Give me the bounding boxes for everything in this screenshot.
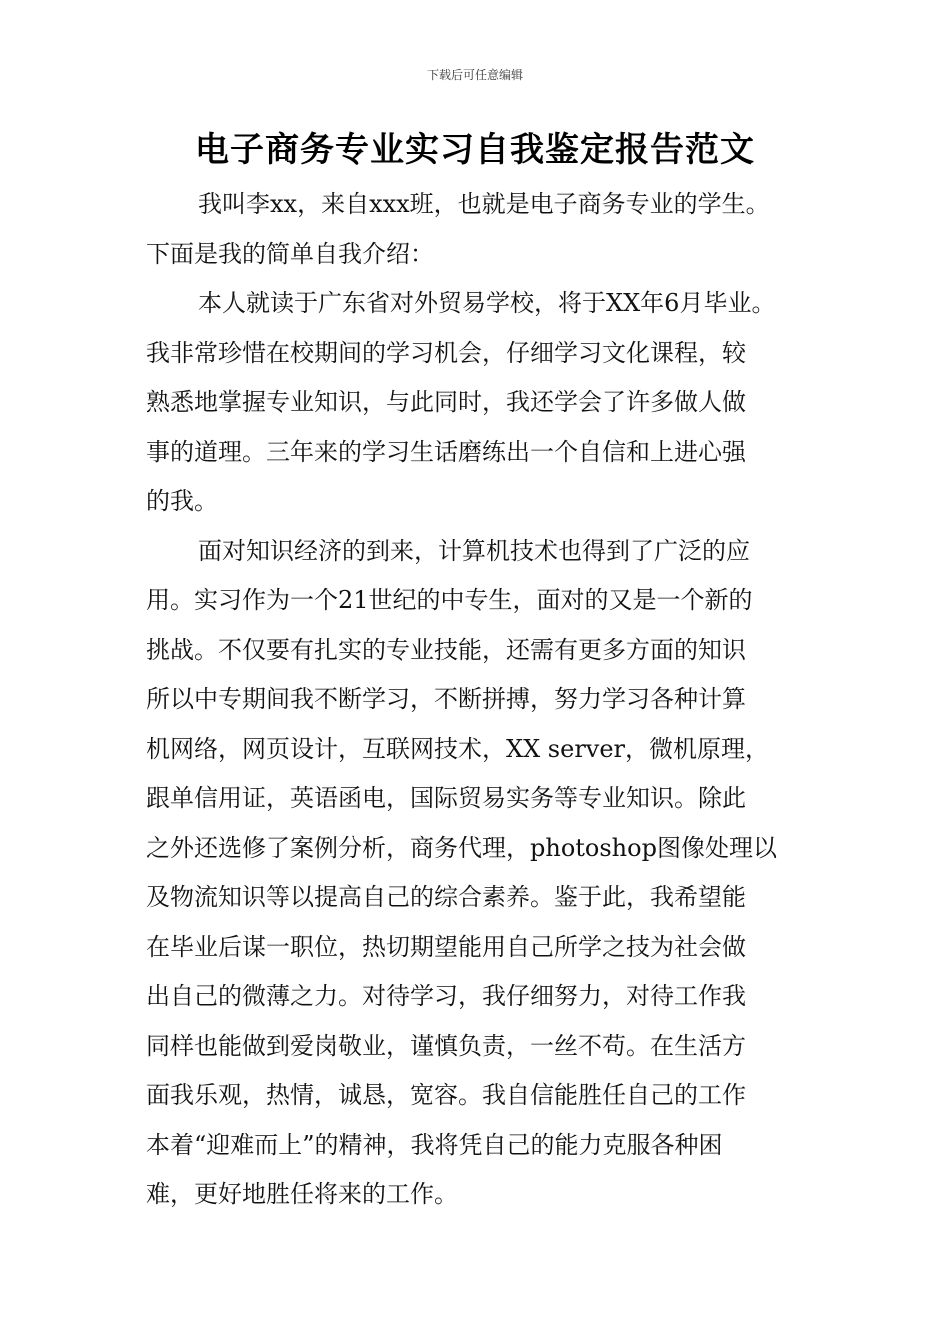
text-line: 我非常珍惜在校期间的学习机会，仔细学习文化课程，较 xyxy=(146,338,746,367)
text-line: 同样也能做到爱岗敬业，谨慎负责，一丝不苟。在生活方 xyxy=(146,1031,746,1060)
text-line: 面对知识经济的到来，计算机技术也得到了广泛的应 xyxy=(198,536,750,565)
text-line: 本人就读于广东省对外贸易学校，将于XX年6月毕业。 xyxy=(198,289,776,317)
text-line: 挑战。不仅要有扎实的专业技能，还需有更多方面的知识 xyxy=(146,635,746,664)
text-line: 事的道理。三年来的学习生话磨练出一个自信和上进心强 xyxy=(146,437,746,466)
text-line: 及物流知识等以提高自己的综合素养。鉴于此，我希望能 xyxy=(146,883,746,911)
paragraph-1 xyxy=(146,180,836,279)
text-line: 机网络，网页设计，互联网技术，XX server，微机原理， xyxy=(146,734,770,763)
text-line: 下面是我的简单自我介绍： xyxy=(146,239,434,268)
paragraph-2 xyxy=(146,279,836,527)
document-title: 电子商务专业实习自我鉴定报告范文 xyxy=(195,130,755,170)
header-note: 下载后可任意编辑 xyxy=(426,68,523,82)
text-line: 用。实习作为一个21世纪的中专生，面对的又是一个新的 xyxy=(146,586,753,614)
text-line: 之外还选修了案例分析，商务代理，photoshop图像处理以 xyxy=(146,833,777,862)
text-line: 本着“迎难而上”的精神，我将凭自己的能力克服各种困 xyxy=(146,1130,723,1159)
document-body xyxy=(146,180,836,1220)
text-line: 熟悉地掌握专业知识，与此同时，我还学会了许多做人做 xyxy=(146,388,746,416)
text-line: 我叫李xx，来自xxx班，也就是电子商务专业的学生。 xyxy=(198,190,770,218)
text-line: 出自己的微薄之力。对待学习，我仔细努力，对待工作我 xyxy=(146,982,746,1010)
text-line: 跟单信用证，英语函电，国际贸易实务等专业知识。除此 xyxy=(146,784,746,812)
text-line: 的我。 xyxy=(146,487,218,515)
text-line: 在毕业后谋一职位，热切期望能用自己所学之技为社会做 xyxy=(146,932,746,961)
text-line: 所以中专期间我不断学习，不断拼搏，努力学习各种计算 xyxy=(146,685,746,713)
text-line: 难，更好地胜任将来的工作。 xyxy=(146,1180,458,1208)
text-line: 面我乐观，热情，诚恳，宽容。我自信能胜任自己的工作 xyxy=(146,1081,746,1109)
paragraph-3 xyxy=(146,527,836,1220)
